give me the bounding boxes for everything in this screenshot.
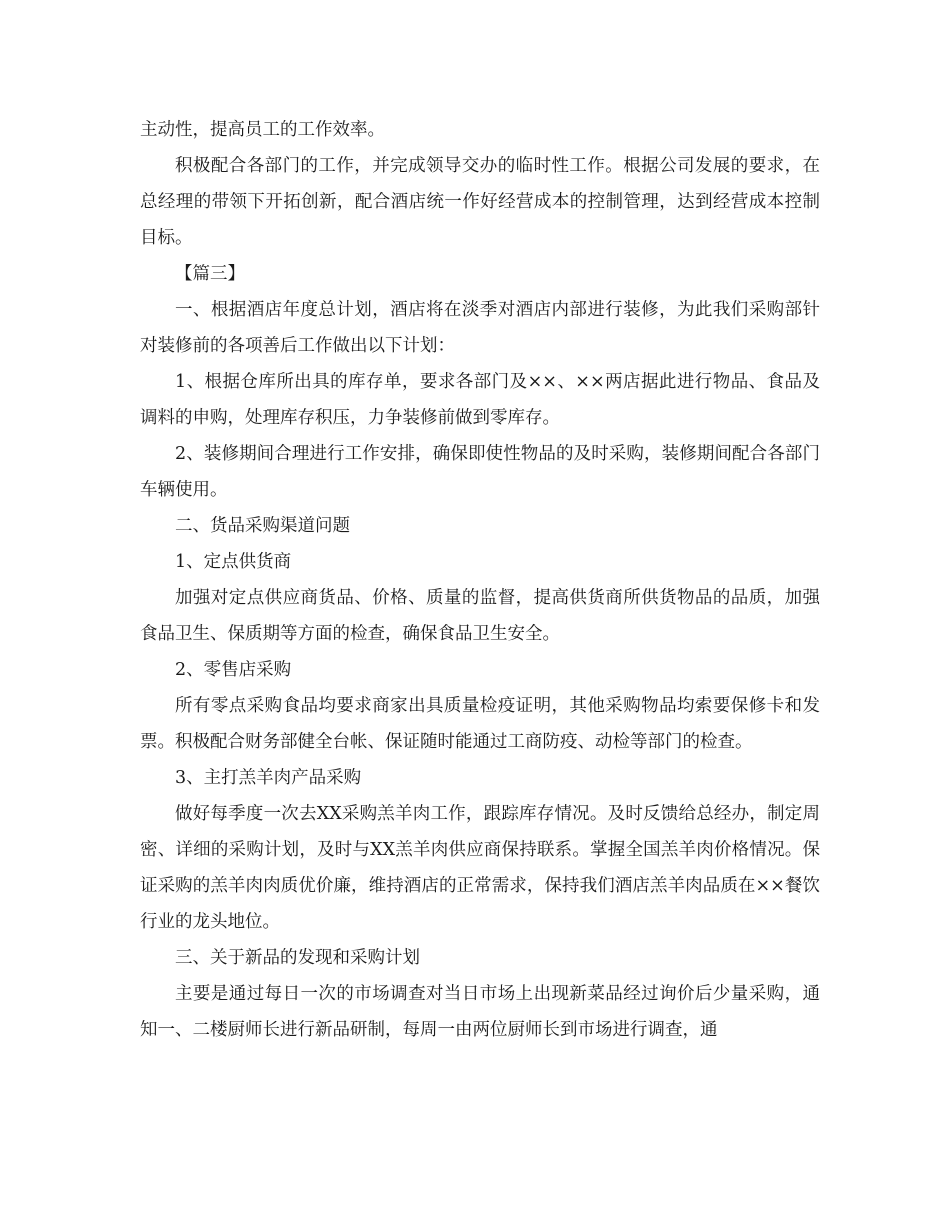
subheading-2: 二、货品采购渠道问题 [175,516,350,536]
paragraph-11: 所有零点采购食品均要求商家出具质量检疫证明，其他采购物品均索要保修卡和发票。积极配合财务部健全台帐、保证随时能通过工商防疫、动检等部门的检查。 [140,696,820,752]
paragraph-15: 主要是通过每日一次的市场调查对当日市场上出现新菜品经过询价后少量采购，通知一、二楼厨师长进行新品研制，每周一由两位厨师长到市场进行调查，通 [140,984,820,1040]
section-heading-3: 【篇三】 [175,264,245,284]
paragraph-6: 2、装修期间合理进行工作安排，确保即使性物品的及时采购，装修期间配合各部门车辆使用。 [140,444,820,500]
paragraph-2: 积极配合各部门的工作，并完成领导交办的临时性工作。根据公司发展的要求，在总经理的带领下开拓创新，配合酒店统一作好经营成本的控制管理，达到经营成本控制目标。 [140,156,820,248]
subheading-2-2: 2、零售店采购 [175,660,292,680]
paragraph-5: 1、根据仓库所出具的库存单，要求各部门及××、××两店据此进行物品、食品及调料的申购，处理库存积压，力争装修前做到零库存。 [140,372,820,428]
paragraph-1: 主动性，提高员工的工作效率。 [140,120,385,140]
paragraph-4: 一、根据酒店年度总计划，酒店将在淡季对酒店内部进行装修，为此我们采购部针对装修前的各项善后工作做出以下计划： [140,300,820,356]
subheading-2-1: 1、定点供货商 [175,552,292,572]
subheading-3: 三、关于新品的发现和采购计划 [175,948,420,968]
subheading-2-3: 3、主打羔羊肉产品采购 [175,768,362,788]
paragraph-13: 做好每季度一次去XX采购羔羊肉工作，跟踪库存情况。及时反馈给总经办，制定周密、详细的采购计划，及时与XX羔羊肉供应商保持联系。掌握全国羔羊肉价格情况。保证采购的羔羊肉肉质优价廉，维持酒店的正常需求，保持我们酒店羔羊肉品质在××餐饮行业的龙头地位。 [140,804,820,932]
document-body [140,112,820,1048]
paragraph-9: 加强对定点供应商货品、价格、质量的监督，提高供货商所供货物品的品质，加强食品卫生、保质期等方面的检查，确保食品卫生安全。 [140,588,820,644]
